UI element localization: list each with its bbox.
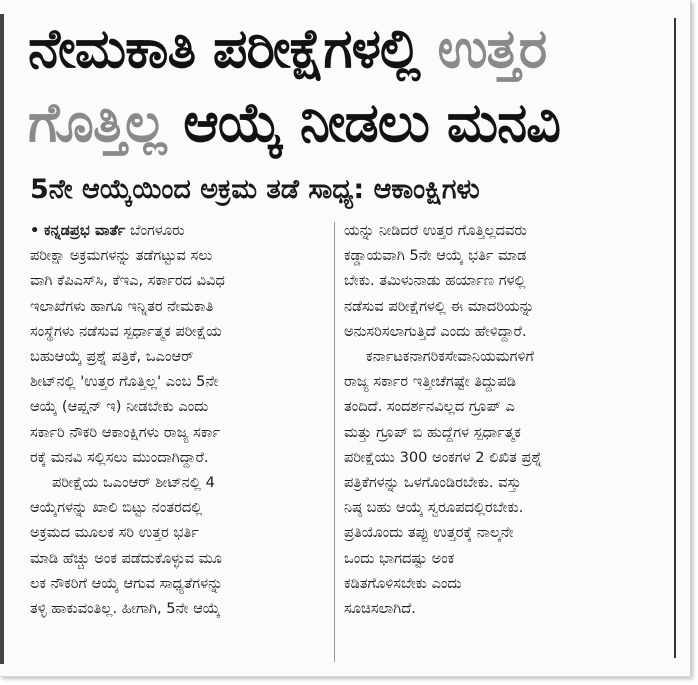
text-line: ಅನುಸರಿಸಲಾಗುತ್ತಿದೆ ಎಂದು ಹೇಳಿದ್ದಾರೆ. xyxy=(344,322,527,340)
headline-line-1-main: ನೇಮಕಾತಿ ಪರೀಕ್ಷೆಗಳಲ್ಲಿ xyxy=(28,17,438,80)
headline-line-2-main: ಆಯ್ಕೆ ನೀಡಲು ಮನವಿ xyxy=(165,91,560,154)
left-border-rule xyxy=(0,14,4,664)
subheadline: 5ನೇ ಆಯ್ಕೆಯಿಂದ ಅಕ್ರಮ ತಡೆ ಸಾಧ್ಯ: ಆಕಾಂಕ್ಷಿಗಳು xyxy=(30,174,480,205)
text-line: ಪರೀಕ್ಷೆಯು 300 ಅಂಕಗಳ 2 ಲಿಖಿತ ಪ್ರಶ್ನೆ xyxy=(344,448,543,466)
text-line: ಇಲಾಖೆಗಳು ಹಾಗೂ ಇನ್ನಿತರ ನೇಮಕಾತಿ xyxy=(30,297,214,315)
text-line: ಪತ್ರಿಕೆಗಳನ್ನು ಒಳಗೊಂಡಿರಬೇಕು. ವಸ್ತು xyxy=(344,474,522,492)
text-line: ಕರ್ನಾಟಕನಾಗರಿಕಸೇವಾನಿಯಮಗಳಿಗೆ xyxy=(366,348,534,366)
column-divider xyxy=(334,222,335,662)
headline-line-1 xyxy=(28,18,668,80)
headline-line-1-grey: ಉತ್ತರ xyxy=(437,17,547,80)
text-line: ಮತ್ತು ಗ್ರೂಪ್ ಬಿ ಹುದ್ದೆಗಳ ಸ್ಪರ್ಧಾತ್ಮಕ xyxy=(344,423,522,441)
text-line: ಪರೀಕ್ಷೆಯ ಒಎಂಆರ್ ಶೀಟ್‌ನಲ್ಲಿ 4 xyxy=(52,474,215,492)
text-line: ಸರ್ಕಾರಿ ನೌಕರಿ ಆಕಾಂಕ್ಷಿಗಳು ರಾಜ್ಯ ಸರ್ಕಾ xyxy=(30,423,221,441)
text-line: ಒಂದು ಭಾಗದಷ್ಟು ಅಂಕ xyxy=(344,549,455,567)
text-line: ಸೂಚಿಸಲಾಗಿದೆ. xyxy=(344,600,416,618)
article-column-right xyxy=(344,218,650,621)
text-line: ಕಡಿತಗೊಳಿಸಬೇಕು ಎಂದು xyxy=(344,574,462,592)
byline-bullet: • xyxy=(30,222,40,239)
text-line: ವಾಗಿ ಕೆಪಿಎಸ್‌ಸಿ, ಕೆಇಎ, ಸರ್ಕಾರದ ವಿವಿಧ xyxy=(30,272,225,290)
text-line: ಪ್ರತಿಯೊಂದು ತಪ್ಪು ಉತ್ತರಕ್ಕೆ ನಾಲ್ಕನೇ xyxy=(344,524,514,542)
text-line: ಬೇಕು. ತಮಿಳುನಾಡು ಹರ್ಯಾಣ ಗಳಲ್ಲಿ xyxy=(344,272,526,290)
text-line: ನಡೆಸುವ ಪರೀಕ್ಷೆಗಳಲ್ಲಿ ಈ ಮಾದರಿಯನ್ನು xyxy=(344,297,535,315)
text-line: ಸಂಸ್ಥೆಗಳು ನಡೆಸುವ ಸ್ಪರ್ಧಾತ್ಮಕ ಪರೀಕ್ಷೆಯ xyxy=(30,322,222,340)
text-line: ಆಯ್ಕೆ (ಆಪ್ಷನ್ ಇ) ನೀಡಬೇಕು ಎಂದು xyxy=(30,398,209,416)
text-line: ರಾಜ್ಯ ಸರ್ಕಾರ ಇತ್ತೀಚೆಗಷ್ಟೇ ತಿದ್ದುಪಡಿ xyxy=(344,373,516,391)
headline-line-2-grey: ಗೊತ್ತಿಲ್ಲ xyxy=(28,91,166,154)
byline xyxy=(30,218,326,243)
byline-city: ಬೆಂಗಳೂರು xyxy=(125,222,185,239)
headline-line-2 xyxy=(28,92,668,154)
text-line: ರಕ್ಕೆ ಮನವಿ ಸಲ್ಲಿಸಲು ಮುಂದಾಗಿದ್ದಾರೆ. xyxy=(30,448,209,466)
right-border-rule xyxy=(674,18,676,658)
text-line: ಲಕ ನೌಕರಿಗೆ ಆಯ್ಕೆ ಆಗುವ ಸಾಧ್ಯತೆಗಳನ್ನು xyxy=(30,574,223,592)
text-line: ಯನ್ನು ನೀಡಿದರೆ ಉತ್ತರ ಗೊತ್ತಿಲ್ಲದವರು xyxy=(344,222,527,239)
text-line: ನಿಷ್ಠ ಬಹು ಆಯ್ಕೆ ಸ್ವರೂಪದಲ್ಲಿರಬೇಕು. xyxy=(344,499,524,517)
text-line: ಶೀಟ್‌ನಲ್ಲಿ 'ಉತ್ತರ ಗೊತ್ತಿಲ್ಲ' ಎಂಬ 5ನೇ xyxy=(30,373,219,391)
text-line: ಆಯ್ಕೆಗಳನ್ನು ಖಾಲಿ ಬಿಟ್ಟು ನಂತರದಲ್ಲಿ xyxy=(30,499,203,517)
text-line: ಕಡ್ಡಾಯವಾಗಿ 5ನೇ ಆಯ್ಕೆ ಭರ್ತಿ ಮಾಡ xyxy=(344,247,527,265)
text-line: ಮಾಡಿ ಹೆಚ್ಚು ಅಂಕ ಪಡೆದುಕೊಳ್ಳುವ ಮೂ xyxy=(30,549,222,567)
article-column-left xyxy=(30,218,326,621)
text-line: ತಳ್ಳಿ ಹಾಕುವಂತಿಲ್ಲ. ಹೀಗಾಗಿ, 5ನೇ ಆಯ್ಕೆ xyxy=(30,600,221,618)
text-line: ತಂದಿದೆ. ಸಂದರ್ಶನವಿಲ್ಲದ ಗ್ರೂಪ್ ಎ xyxy=(344,398,515,416)
text-line: ಪರೀಕ್ಷಾ ಅಕ್ರಮಗಳನ್ನು ತಡೆಗಟ್ಟುವ ಸಲು xyxy=(30,247,213,265)
byline-source: ಕನ್ನಡಪ್ರಭ ವಾರ್ತೆ xyxy=(43,222,126,239)
text-line: ಅಕ್ರಮದ ಮೂಲಕ ಸರಿ ಉತ್ತರ ಭರ್ತಿ xyxy=(30,524,199,542)
text-line: ಬಹುಆಯ್ಕೆ ಪ್ರಶ್ನೆ ಪತ್ರಿಕೆ, ಒಎಂಆರ್ xyxy=(30,348,194,366)
